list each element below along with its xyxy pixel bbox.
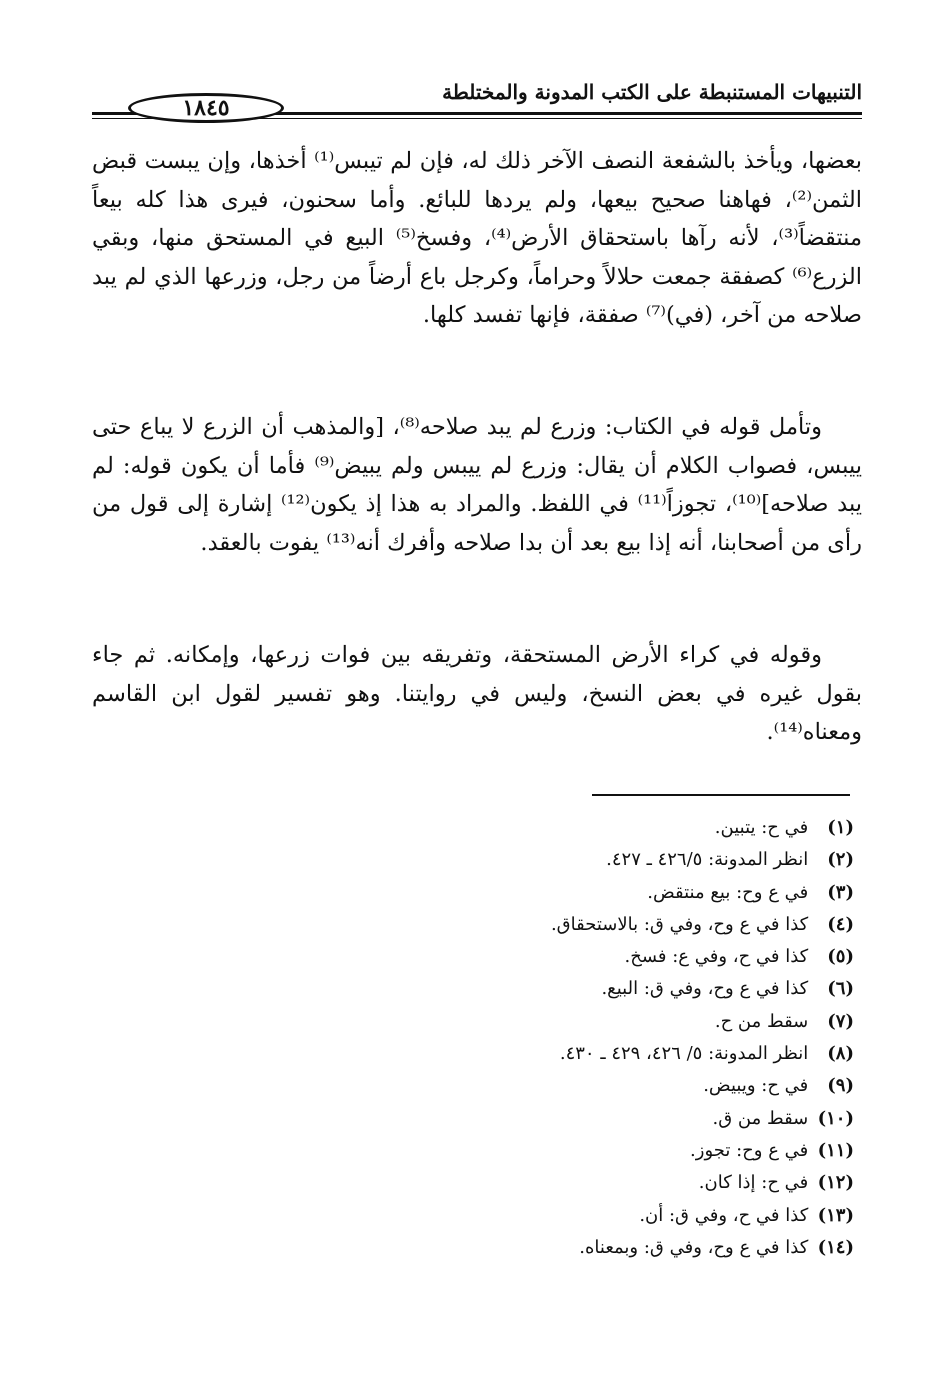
footnote-item	[154, 941, 854, 973]
footnote-text: انظر المدونة: ٤٢٦/٥ ـ ٤٢٧.	[606, 849, 809, 871]
footnote-item	[154, 1006, 854, 1038]
footnote-item	[154, 1038, 854, 1070]
footnote-number: (٤)	[827, 913, 854, 935]
paragraph-text: بعضها، ويأخذ بالشفعة النصف الآخر ذلك له، فإن لم تيبس⁽¹⁾ أخذها، وإن يبست قبض الثمن⁽²⁾، فهاهنا صحيح بيعها، ولم يردها للبائع. وأما سحنون، فيرى هذا كله بيعاً منتقضاً⁽³⁾، لأنه رآها باستحقاق الأرض⁽⁴⁾، وفسخ⁽⁵⁾ البيع في المستحق منها، وبقي الزرع⁽⁶⁾ كصفقة جمعت حلالاً وحراماً، وكرجل باع أرضاً من رجل، وزرعها الذي لم يبد صلاحه من آخر، (في)⁽⁷⁾ صفقة، فإنها تفسد كلها.	[92, 148, 862, 328]
footnote-item	[154, 1135, 854, 1167]
footnote-text: كذا في ح، وفي ع: فسخ.	[624, 946, 809, 968]
footnote-item	[154, 812, 854, 844]
footnote-number: (٥)	[827, 946, 854, 968]
footnote-number: (٢)	[827, 849, 854, 871]
footnote-number: (١١)	[817, 1139, 854, 1161]
footnote-item	[154, 1232, 854, 1264]
footnote-text: سقط من ق.	[712, 1107, 809, 1129]
footnote-number: (١)	[827, 817, 854, 838]
paragraph-2	[92, 408, 862, 562]
footnote-item	[154, 1200, 854, 1232]
footnote-text: في ح: إذا كان.	[698, 1172, 809, 1194]
footnote-separator	[592, 794, 850, 796]
footnote-text: في ح: يتبين.	[714, 817, 809, 838]
footnote-text: كذا في ع وح، وفي ق: وبمعناه.	[579, 1236, 809, 1258]
footnote-item	[154, 909, 854, 941]
footnote-item	[154, 1167, 854, 1199]
footnote-number: (١٢)	[817, 1172, 854, 1194]
page-header	[92, 78, 862, 126]
footnote-text: كذا في ع وح، وفي ق: بالاستحقاق.	[550, 913, 809, 935]
footnote-text: انظر المدونة: ٥/ ٤٢٦، ٤٢٩ ـ ٤٣٠.	[559, 1043, 809, 1065]
footnote-text: سقط من ح.	[714, 1010, 809, 1032]
footnote-text: في ع وح: تجوز.	[690, 1139, 809, 1161]
paragraph-3	[92, 636, 862, 752]
footnote-number: (٣)	[827, 881, 854, 903]
footnote-number: (٦)	[827, 978, 854, 1000]
footnote-text: في ح: ويبيض.	[703, 1075, 809, 1097]
page-number: ١٨٤٥	[128, 93, 284, 123]
footnote-number: (١٤)	[817, 1236, 854, 1258]
paragraph-1	[92, 142, 862, 335]
footnote-text: في ع وح: بيع منتقض.	[647, 881, 809, 903]
footnote-number: (٨)	[827, 1043, 854, 1065]
footnote-number: (١٣)	[817, 1204, 854, 1226]
footnote-item	[154, 844, 854, 876]
footnote-number: (٧)	[827, 1010, 854, 1032]
footnote-item	[154, 1070, 854, 1102]
footnote-text: كذا في ح، وفي ق: أن.	[639, 1204, 809, 1226]
paragraph-text: وتأمل قوله في الكتاب: وزرع لم يبد صلاحه⁽⁸⁾، [والمذهب أن الزرع لا يباع حتى ييبس، فصواب الكلام أن يقال: وزرع لم ييبس ولم يبيض⁽⁹⁾ فأما أن يكون قوله: لم يبد صلاحه]⁽¹⁰⁾، تجوزاً⁽¹¹⁾ في اللفظ. والمراد به هذا إذ يكون⁽¹²⁾ إشارة إلى قول من رأى من أصحابنا، أنه إذا بيع بعد أن بدا صلاحه وأفرك أنه⁽¹³⁾ يفوت بالعقد.	[92, 414, 863, 556]
footnote-number: (٩)	[827, 1075, 854, 1097]
footnote-text: كذا في ع وح، وفي ق: البيع.	[601, 978, 809, 1000]
paragraph-text: وقوله في كراء الأرض المستحقة، وتفريقه بين فوات زرعها، وإمكانه. ثم جاء بقول غيره في بعض النسخ، وليس في روايتنا. وهو تفسير لقول ابن القاسم ومعناه⁽¹⁴⁾.	[92, 642, 862, 745]
footnote-item	[154, 877, 854, 909]
running-title: التنبيهات المستنبطة على الكتب المدونة والمختلطة	[442, 80, 862, 104]
footnote-item	[154, 973, 854, 1005]
footnote-number: (١٠)	[817, 1107, 854, 1129]
footnote-item	[154, 1103, 854, 1135]
footnotes-list	[154, 812, 854, 1264]
